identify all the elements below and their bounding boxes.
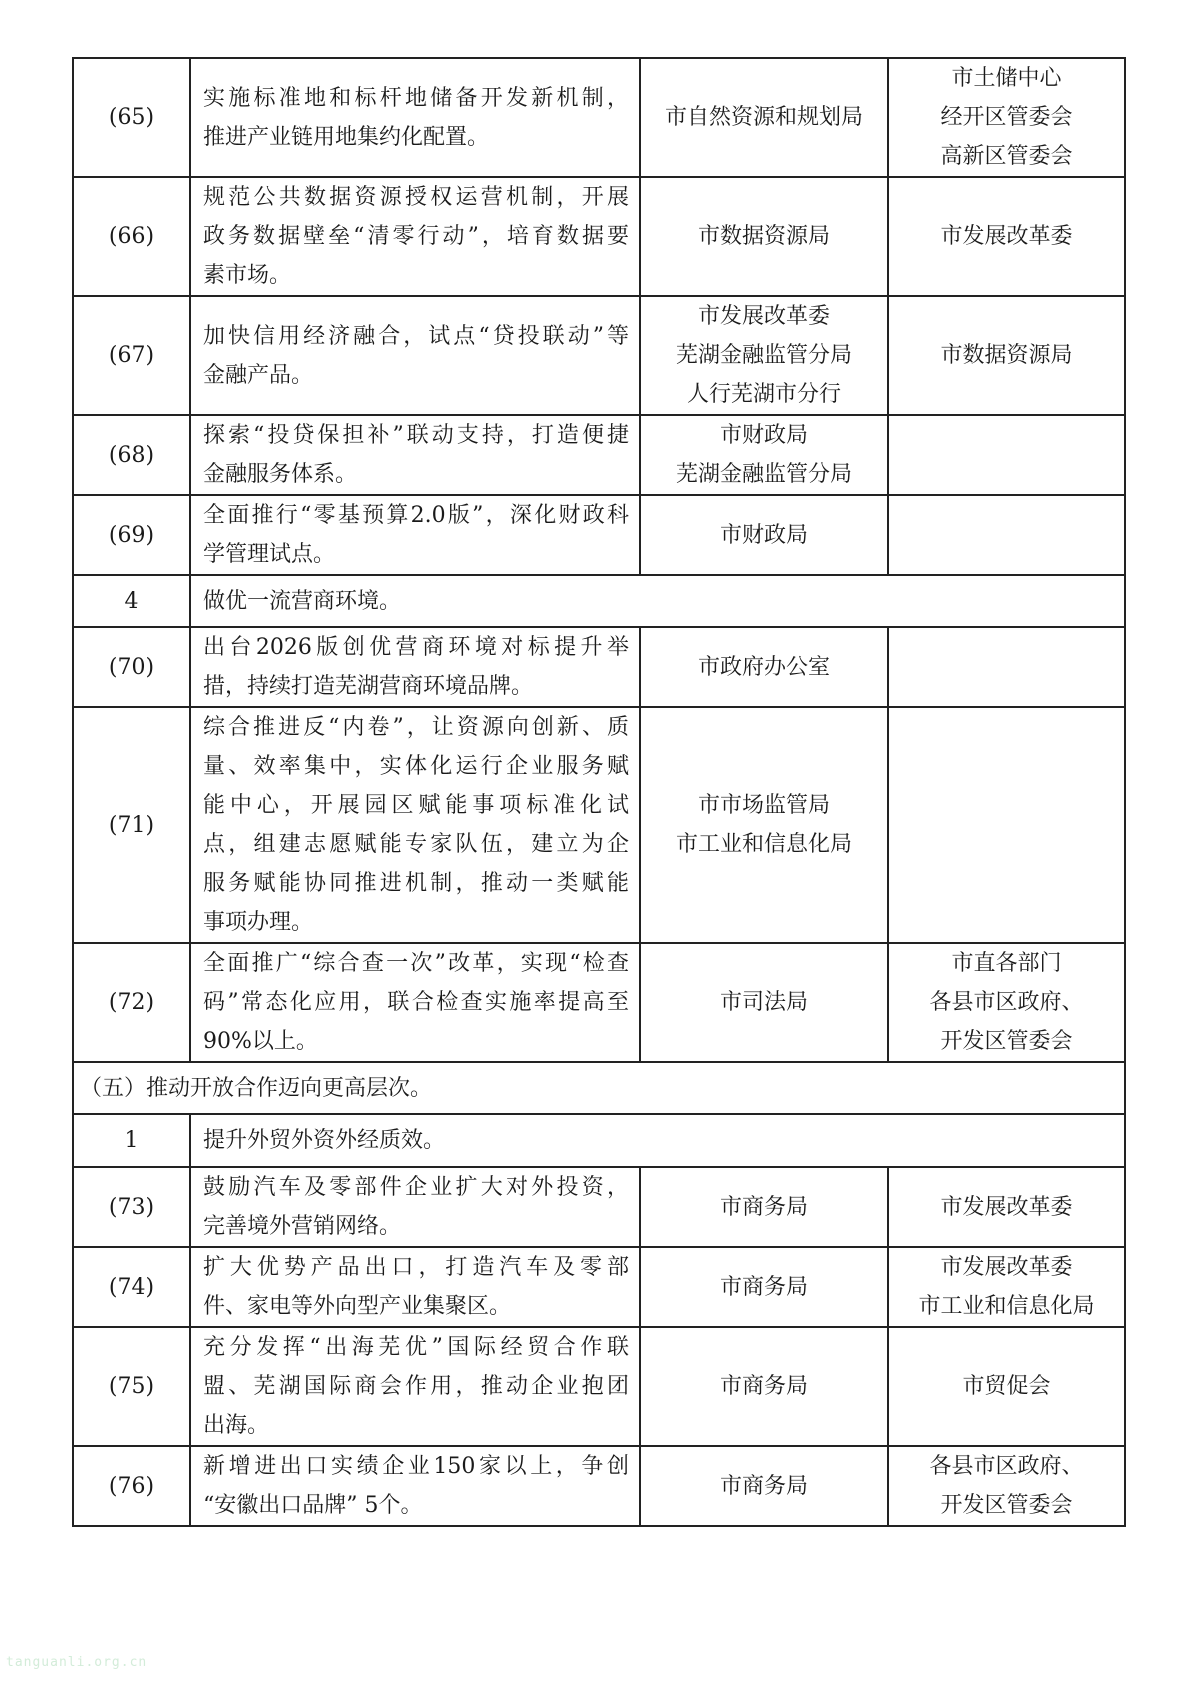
assist-unit-line: 高新区管委会 xyxy=(940,144,1073,169)
description-line: “安徽出口品牌” 5个。 xyxy=(203,1493,423,1518)
section-title: （五）推动开放合作迈向更高层次。 xyxy=(73,1062,1125,1114)
subsection-number: 1 xyxy=(73,1114,190,1167)
task-description xyxy=(190,1446,640,1526)
task-description xyxy=(190,58,640,177)
description-line: 素市场。 xyxy=(203,263,292,288)
item-number: (68) xyxy=(73,415,190,495)
task-description xyxy=(190,1167,640,1247)
assist-unit-line: 各县市区政府、 xyxy=(929,1454,1084,1479)
assist-unit xyxy=(888,1327,1125,1446)
description-line: 点，组建志愿赋能专家队伍，建立为企 xyxy=(203,832,629,857)
description-line: 新增进出口实绩企业150家以上，争创 xyxy=(203,1454,629,1479)
lead-unit-line: 市商务局 xyxy=(719,1274,808,1300)
description-line: 规范公共数据资源授权运营机制，开展 xyxy=(203,185,629,210)
assist-unit-line: 各县市区政府、 xyxy=(929,990,1084,1015)
assist-unit-line: 经开区管委会 xyxy=(940,105,1073,130)
lead-unit xyxy=(640,296,888,415)
table-row xyxy=(73,707,1125,943)
description-line: 鼓励汽车及零部件企业扩大对外投资， xyxy=(203,1175,629,1200)
lead-unit-line: 市自然资源和规划局 xyxy=(664,105,863,130)
assist-unit xyxy=(888,1247,1125,1327)
watermark: tanguanli.org.cn xyxy=(6,1655,148,1670)
description-line: 90%以上。 xyxy=(203,1029,318,1054)
item-number: (67) xyxy=(73,296,190,415)
description-line: 金融服务体系。 xyxy=(203,462,358,487)
lead-unit xyxy=(640,943,888,1062)
table-row xyxy=(73,177,1125,296)
description-line: 综合推进反“内卷”，让资源向创新、质 xyxy=(203,715,629,740)
description-line: 完善境外营销网络。 xyxy=(203,1214,402,1239)
description-line: 全面推行“零基预算2.0版”，深化财政科 xyxy=(203,503,629,528)
assist-unit xyxy=(888,177,1125,296)
task-description xyxy=(190,1327,640,1446)
table-row xyxy=(73,1327,1125,1446)
assist-unit-line: 市土储中心 xyxy=(951,66,1062,91)
assist-unit-line: 市发展改革委 xyxy=(940,1194,1073,1220)
table-row xyxy=(73,575,1125,627)
description-line: 扩大优势产品出口，打造汽车及零部 xyxy=(203,1255,629,1280)
lead-unit-line: 市政府办公室 xyxy=(697,654,830,680)
description-line: 全面推广“综合查一次”改革，实现“检查 xyxy=(203,951,629,976)
lead-unit-line: 市司法局 xyxy=(719,990,808,1015)
assist-unit-line: 市发展改革委 xyxy=(940,224,1073,249)
lead-unit-line: 芜湖金融监管分局 xyxy=(675,462,852,487)
lead-unit-line: 市数据资源局 xyxy=(697,224,830,249)
lead-unit-line: 市财政局 xyxy=(719,522,808,548)
description-line: 学管理试点。 xyxy=(203,542,336,567)
table-row xyxy=(73,1247,1125,1327)
lead-unit-line: 人行芜湖市分行 xyxy=(686,382,841,407)
assist-unit xyxy=(888,1446,1125,1526)
lead-unit xyxy=(640,707,888,943)
table-row xyxy=(73,296,1125,415)
description-line: 实施标准地和标杆地储备开发新机制， xyxy=(203,85,629,111)
description-line: 能中心，开展园区赋能事项标准化试 xyxy=(203,793,629,818)
assist-unit-line: 市贸促会 xyxy=(962,1374,1051,1399)
item-number: (70) xyxy=(73,627,190,707)
lead-unit-line: 市商务局 xyxy=(719,1374,808,1399)
description-line: 政务数据壁垒“清零行动”，培育数据要 xyxy=(203,224,629,249)
lead-unit xyxy=(640,177,888,296)
assist-unit-line: 市数据资源局 xyxy=(940,343,1073,368)
description-line: 量、效率集中，实体化运行企业服务赋 xyxy=(203,754,629,779)
subsection-number: 4 xyxy=(73,575,190,627)
lead-unit xyxy=(640,1327,888,1446)
lead-unit-line: 市商务局 xyxy=(719,1194,808,1220)
item-number: (66) xyxy=(73,177,190,296)
task-description xyxy=(190,707,640,943)
table-row xyxy=(73,1062,1125,1114)
task-description xyxy=(190,296,640,415)
assist-unit xyxy=(888,495,1125,575)
table-row xyxy=(73,58,1125,177)
description-line: 出海。 xyxy=(203,1413,270,1438)
subsection-title: 做优一流营商环境。 xyxy=(190,575,1125,627)
table-row xyxy=(73,1167,1125,1247)
subsection-title: 提升外贸外资外经质效。 xyxy=(190,1114,1125,1167)
lead-unit-line: 芜湖金融监管分局 xyxy=(675,343,852,368)
assist-unit-line: 开发区管委会 xyxy=(940,1029,1073,1054)
task-description xyxy=(190,495,640,575)
assist-unit xyxy=(888,58,1125,177)
lead-unit xyxy=(640,58,888,177)
lead-unit xyxy=(640,1446,888,1526)
item-number: (73) xyxy=(73,1167,190,1247)
description-line: 充分发挥“出海芜优”国际经贸合作联 xyxy=(203,1335,629,1360)
table-row xyxy=(73,627,1125,707)
lead-unit xyxy=(640,627,888,707)
lead-unit-line: 市商务局 xyxy=(719,1473,808,1499)
description-line: 事项办理。 xyxy=(203,910,314,935)
lead-unit xyxy=(640,1167,888,1247)
description-line: 加快信用经济融合，试点“贷投联动”等 xyxy=(203,323,629,349)
description-line: 出台2026版创优营商环境对标提升举 xyxy=(203,635,629,660)
lead-unit-line: 市财政局 xyxy=(719,423,808,448)
assist-unit xyxy=(888,707,1125,943)
task-description xyxy=(190,1247,640,1327)
assist-unit-line: 市发展改革委 xyxy=(940,1255,1073,1280)
assist-unit xyxy=(888,1167,1125,1247)
table-row xyxy=(73,495,1125,575)
lead-unit xyxy=(640,495,888,575)
table-row xyxy=(73,943,1125,1062)
description-line: 金融产品。 xyxy=(203,362,314,388)
task-description xyxy=(190,415,640,495)
description-line: 服务赋能协同推进机制，推动一类赋能 xyxy=(203,871,629,896)
lead-unit xyxy=(640,1247,888,1327)
item-number: (69) xyxy=(73,495,190,575)
description-line: 探索“投贷保担补”联动支持，打造便捷 xyxy=(203,423,629,448)
table-row xyxy=(73,1114,1125,1167)
description-line: 措，持续打造芜湖营商环境品牌。 xyxy=(203,674,534,699)
assist-unit xyxy=(888,415,1125,495)
item-number: (76) xyxy=(73,1446,190,1526)
assist-unit xyxy=(888,943,1125,1062)
task-description xyxy=(190,627,640,707)
assist-unit-line: 开发区管委会 xyxy=(940,1493,1073,1518)
assist-unit xyxy=(888,296,1125,415)
table-row xyxy=(73,1446,1125,1526)
assist-unit-line: 市工业和信息化局 xyxy=(918,1294,1095,1319)
task-table xyxy=(72,57,1126,1527)
task-description xyxy=(190,943,640,1062)
item-number: (65) xyxy=(73,58,190,177)
lead-unit xyxy=(640,415,888,495)
item-number: (74) xyxy=(73,1247,190,1327)
description-line: 码”常态化应用，联合检查实施率提高至 xyxy=(203,990,629,1015)
assist-unit-line: 市直各部门 xyxy=(951,951,1062,976)
description-line: 件、家电等外向型产业集聚区。 xyxy=(203,1294,512,1319)
description-line: 盟、芜湖国际商会作用，推动企业抱团 xyxy=(203,1374,629,1399)
task-description xyxy=(190,177,640,296)
description-line: 推进产业链用地集约化配置。 xyxy=(203,124,490,150)
assist-unit xyxy=(888,627,1125,707)
lead-unit-line: 市工业和信息化局 xyxy=(675,832,852,857)
table-row xyxy=(73,415,1125,495)
item-number: (72) xyxy=(73,943,190,1062)
lead-unit-line: 市发展改革委 xyxy=(697,304,830,329)
item-number: (75) xyxy=(73,1327,190,1446)
lead-unit-line: 市市场监管局 xyxy=(697,793,830,818)
item-number: (71) xyxy=(73,707,190,943)
